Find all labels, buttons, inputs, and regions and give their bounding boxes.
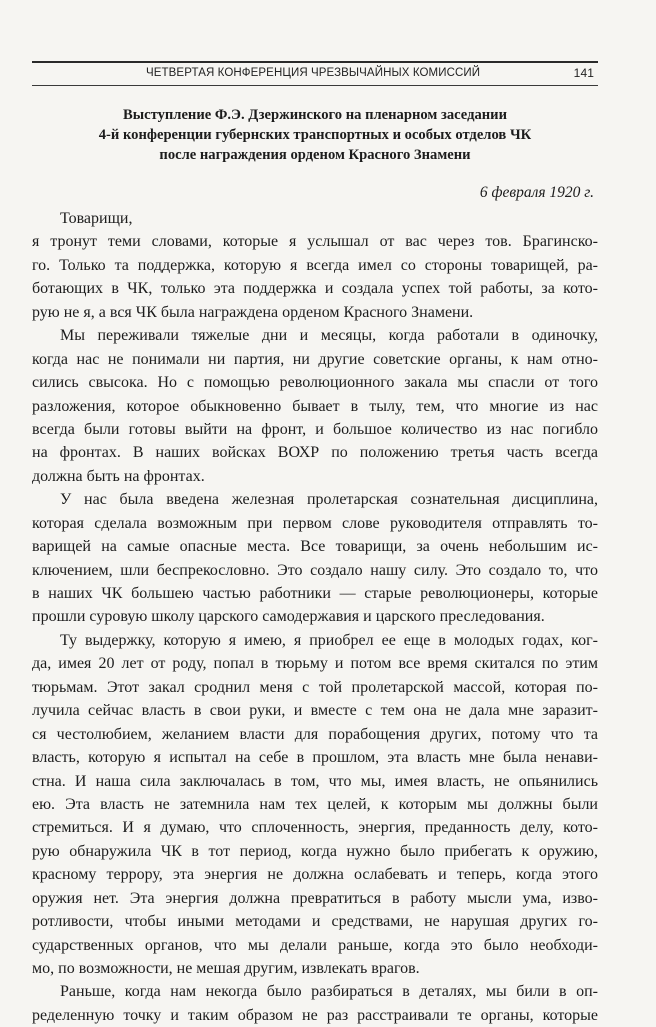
text-line: на фронтах. В наших войсках ВОХР по положению третья часть всегда (32, 444, 598, 462)
text-line: красному террору, эта энергия не должна ослабевать и теперь, когда этого (32, 866, 598, 884)
text-line: ределенную точку и таким образом не раз расстраивали те органы, которые (32, 1006, 598, 1024)
article-title-line: Выступление Ф.Э. Дзержинского на пленарном заседании (122, 107, 507, 123)
text-line: стремиться. И я думаю, что сплоченность, энергия, преданность делу, кото- (32, 819, 598, 837)
text-line: ся честолюбием, желанием власти для порабощения других, потому что та (32, 725, 598, 743)
text-line: ключением, шли беспрекословно. Это создало нашу силу. Это создало то, что (32, 561, 598, 579)
text-line: сударственных органов, что мы делали раньше, когда это было необходи- (32, 936, 598, 954)
text-line: стна. И наша сила заключалась в том, что мы, имея власть, не опьянились (32, 772, 598, 790)
page-number: 141 (573, 66, 594, 80)
text-line: тюрьмам. Этот закал сроднил меня с той пролетарской массой, которая по- (32, 678, 598, 696)
text-line: мо, по возможности, не мешая другим, извлекать врагов. (32, 960, 420, 977)
text-line: Товарищи, (60, 210, 133, 227)
text-line: го. Только та поддержка, которую я всегда имел со стороны товарищей, ра- (32, 256, 598, 274)
text-line: рую не я, а вся ЧК была награждена орденом Красного Знамени. (32, 303, 474, 321)
header-top-rule (32, 61, 598, 63)
text-line: должна быть на фронтах. (32, 467, 205, 485)
text-line: сились свысока. Но с помощью революционного закала мы спасли от того (32, 374, 598, 392)
header-bottom-rule (32, 85, 598, 86)
article-title (32, 105, 598, 165)
running-title: ЧЕТВЕРТАЯ КОНФЕРЕНЦИЯ ЧРЕЗВЫЧАЙНЫХ КОМИССИЙ (146, 67, 481, 79)
text-line: которая сделала возможным при первом слове руководителя отправлять то- (32, 514, 598, 532)
text-line: ею. Эта власть не затемнила нам тех целей, к которым мы должны были (32, 795, 598, 813)
text-line: лучила сейчас власть в свои руки, и вместе с тем она не дала мне заразит- (32, 702, 598, 720)
text-line: Мы переживали тяжелые дни и месяцы, когда работали в одиночку, (60, 327, 598, 345)
text-line: прошли суровую школу царского самодержавия и царского преследования. (32, 608, 545, 626)
text-line: варищей на самые опасные места. Все товарищи, за очень небольшим ис- (32, 538, 598, 556)
text-line: У нас была введена железная пролетарская сознательная дисциплина, (60, 491, 598, 509)
text-line: в наших ЧК большею частью работники — старые революционеры, которые (32, 585, 598, 602)
text-line: ботающих в ЧК, только эта поддержка и создала успех той работы, за кото- (32, 280, 598, 298)
text-line: оружия нет. Эта энергия должна превратиться в работу мысли ума, изво- (32, 889, 598, 907)
article-title-line: 4-й конференции губернских транспортных и особых отделов ЧК (98, 127, 532, 143)
text-line: всегда были готовы выйти на фронт, и большое количество из нас погибло (32, 420, 598, 438)
text-line: Ту выдержку, которую я имею, я приобрел ее еще в молодых годах, ког- (60, 631, 598, 649)
text-line: разложения, которое обыкновенно бывает в тылу, тем, что многие из нас (32, 397, 598, 415)
speech-date: 6 февраля 1920 г. (479, 184, 594, 201)
text-line: да, имея 20 лет от роду, попал в тюрьму и потом все время скитался по этим (32, 655, 598, 673)
text-line: власть, которую я испытал на себе в прошлом, эта власть мне была ненави- (32, 749, 598, 767)
article-title-line: после награждения орденом Красного Знамени (159, 147, 471, 163)
running-header (32, 66, 598, 84)
text-line: Раньше, когда нам некогда было разбираться в деталях, мы били в оп- (60, 983, 598, 1001)
text-line: ротливости, чтобы иными методами и средствами, не нарушая других го- (32, 913, 598, 931)
body-text (32, 207, 598, 1027)
text-line: когда нас не понимали ни партия, ни другие советские органы, к нам отно- (32, 350, 598, 368)
text-line: рую обнаружила ЧК в тот период, когда нужно было прибегать к оружию, (32, 842, 598, 860)
text-line: я тронут теми словами, которые я услышал от вас через тов. Брагинско- (32, 233, 598, 251)
